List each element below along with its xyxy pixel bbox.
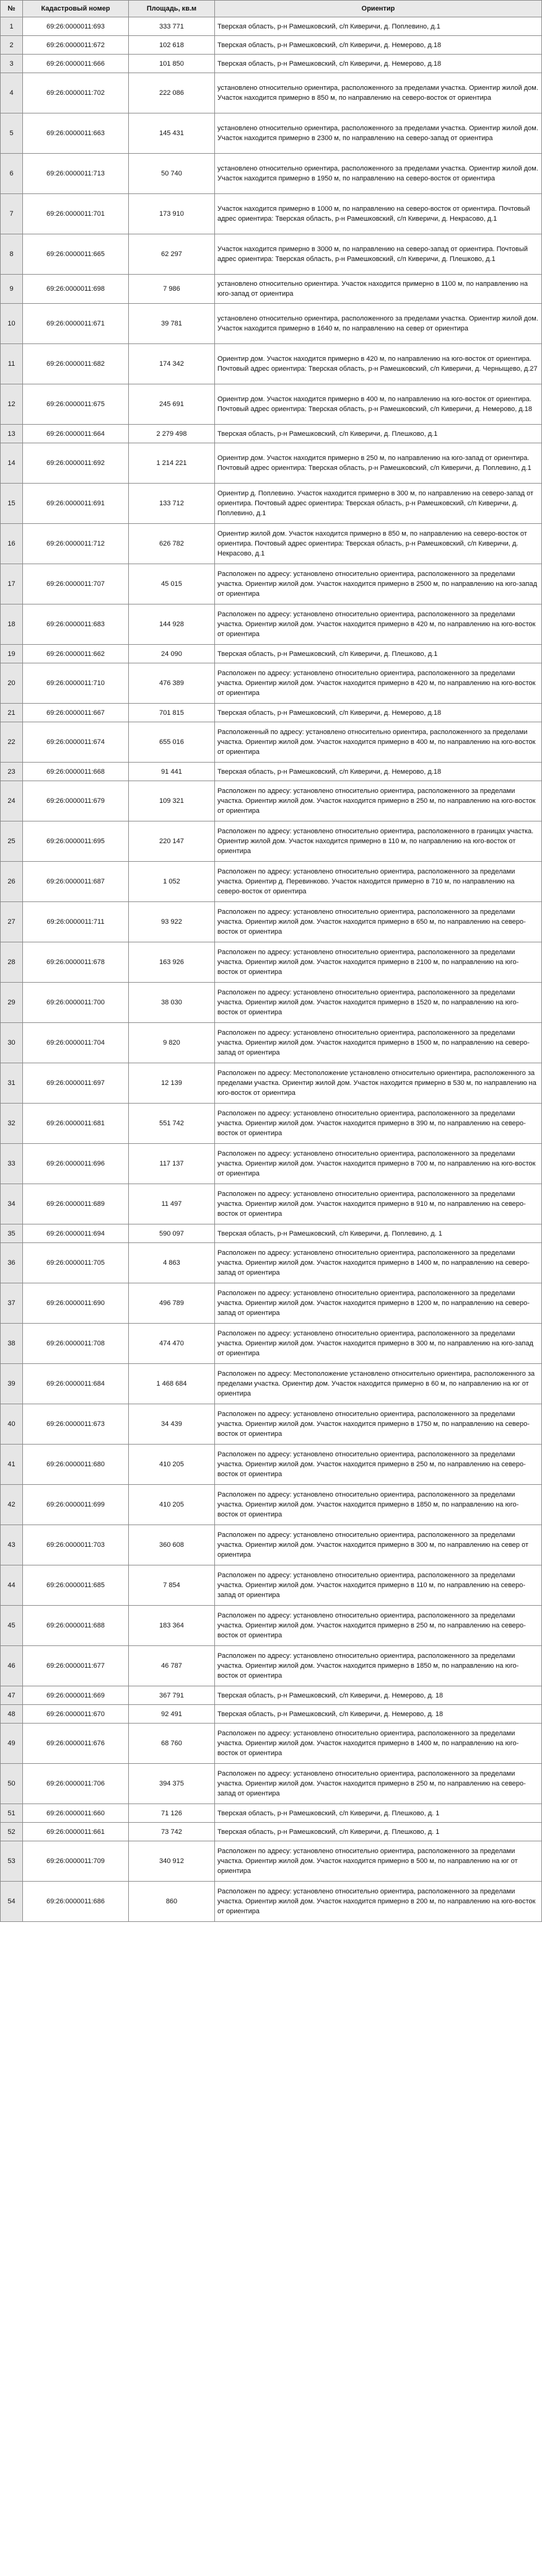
row-number: 25 xyxy=(1,821,23,862)
area-cell: 50 740 xyxy=(129,154,215,194)
row-number: 47 xyxy=(1,1686,23,1705)
landmark-cell: Расположен по адресу: установлено относительно ориентира, расположенного за пределами участка. Ориентир жилой дом. Участок находится примерно в 1400 м, по направлению на северо-запад от ориентира xyxy=(215,1243,542,1283)
area-cell: 39 781 xyxy=(129,304,215,344)
table-row xyxy=(1,113,542,154)
landmark-cell: установлено относительно ориентира. Участок находится примерно в 1100 м, по направлению на юго-запад от ориентира xyxy=(215,275,542,304)
area-cell: 222 086 xyxy=(129,73,215,113)
row-number: 27 xyxy=(1,902,23,942)
landmark-cell: Тверская область, р-н Рамешковский, с/п Киверичи, д. Плешково, д. 1 xyxy=(215,1823,542,1841)
landmark-cell: Участок находится примерно в 1000 м, по направлению на северо-восток от ориентира. Почтовый адрес ориентира: Тверская область, р-н Рамешковский, с/п Киверичи, д. Некрасово, д.1 xyxy=(215,194,542,234)
landmark-cell: Расположен по адресу: установлено относительно ориентира, расположенного за пределами участка. Ориентир жилой дом. Участок находится примерно в 250 м, по направлению на северо-восток от ориентира xyxy=(215,1445,542,1485)
area-cell: 183 364 xyxy=(129,1606,215,1646)
row-number: 14 xyxy=(1,443,23,484)
landmark-cell: Тверская область, р-н Рамешковский, с/п Киверичи, д. Поплевино, д. 1 xyxy=(215,1224,542,1243)
area-cell: 590 097 xyxy=(129,1224,215,1243)
cadastral-number-cell: 69:26:0000011:686 xyxy=(23,1882,129,1922)
cadastral-number-cell: 69:26:0000011:712 xyxy=(23,524,129,564)
cadastral-number-cell: 69:26:0000011:699 xyxy=(23,1485,129,1525)
landmark-cell: Расположен по адресу: установлено относительно ориентира, расположенного за пределами участка. Ориентир жилой дом. Участок находится примерно в 110 м, по направлению на северо-запад от ориентира xyxy=(215,1565,542,1606)
cadastral-number-cell: 69:26:0000011:688 xyxy=(23,1606,129,1646)
cadastral-number-cell: 69:26:0000011:667 xyxy=(23,704,129,722)
area-cell: 476 389 xyxy=(129,663,215,704)
row-number: 52 xyxy=(1,1823,23,1841)
table-row xyxy=(1,154,542,194)
table-row xyxy=(1,17,542,36)
cadastral-number-cell: 69:26:0000011:707 xyxy=(23,564,129,604)
cadastral-number-cell: 69:26:0000011:697 xyxy=(23,1063,129,1104)
cadastral-number-cell: 69:26:0000011:679 xyxy=(23,781,129,821)
landmark-cell: Тверская область, р-н Рамешковский, с/п Киверичи, д. Плешково, д. 1 xyxy=(215,1804,542,1823)
landmark-cell: Ориентир дом. Участок находится примерно в 250 м, по направлению на юго-запад от ориентира. Почтовый адрес ориентира: Тверская область, р-н Рамешковский, с/п Киверичи, д. Поплевино, д.1 xyxy=(215,443,542,484)
cadastral-number-cell: 69:26:0000011:668 xyxy=(23,763,129,781)
table-row xyxy=(1,73,542,113)
area-cell: 1 052 xyxy=(129,862,215,902)
table-row xyxy=(1,1243,542,1283)
table-row xyxy=(1,1144,542,1184)
row-number: 4 xyxy=(1,73,23,113)
area-cell: 93 922 xyxy=(129,902,215,942)
row-number: 31 xyxy=(1,1063,23,1104)
table-row xyxy=(1,604,542,645)
header-number: № xyxy=(1,1,23,17)
cadastral-number-cell: 69:26:0000011:689 xyxy=(23,1184,129,1224)
landmark-cell: Расположен по адресу: установлено относительно ориентира, расположенного за пределами участка. Ориентир жилой дом. Участок находится примерно в 1500 м, по направлению на северо-запад от ориентира xyxy=(215,1023,542,1063)
row-number: 13 xyxy=(1,425,23,443)
cadastral-number-cell: 69:26:0000011:690 xyxy=(23,1283,129,1324)
row-number: 53 xyxy=(1,1841,23,1882)
row-number: 21 xyxy=(1,704,23,722)
landmark-cell: Расположен по адресу: установлено относительно ориентира, расположенного за пределами участка. Ориентир жилой дом. Участок находится примерно в 1520 м, по направлению на юго-восток от ориентира xyxy=(215,983,542,1023)
landmark-cell: Расположен по адресу: установлено относительно ориентира, расположенного за пределами участка. Ориентир д. Перевинково. Участок находится примерно в 710 м, по направлению на северо-восток от ориентира xyxy=(215,862,542,902)
cadastral-number-cell: 69:26:0000011:678 xyxy=(23,942,129,983)
row-number: 34 xyxy=(1,1184,23,1224)
cadastral-number-cell: 69:26:0000011:665 xyxy=(23,234,129,275)
landmark-cell: Расположен по адресу: установлено относительно ориентира, расположенного за пределами участка. Ориентир жилой дом. Участок находится примерно в 2100 м, по направлению на юго-восток от ориентира xyxy=(215,942,542,983)
cadastral-number-cell: 69:26:0000011:663 xyxy=(23,113,129,154)
landmark-cell: Тверская область, р-н Рамешковский, с/п Киверичи, д. Поплевино, д.1 xyxy=(215,17,542,36)
row-number: 7 xyxy=(1,194,23,234)
area-cell: 34 439 xyxy=(129,1404,215,1445)
area-cell: 101 850 xyxy=(129,55,215,73)
cadastral-number-cell: 69:26:0000011:704 xyxy=(23,1023,129,1063)
landmark-cell: Тверская область, р-н Рамешковский, с/п Киверичи, д. Немерово, д. 18 xyxy=(215,1686,542,1705)
landmark-cell: Расположен по адресу: установлено относительно ориентира, расположенного за пределами участка. Ориентир жилой дом. Участок находится примерно в 1400 м, по направлению на юго-восток от ориентира xyxy=(215,1724,542,1764)
table-row xyxy=(1,1063,542,1104)
landmark-cell: установлено относительно ориентира, расположенного за пределами участка. Ориентир жилой дом. Участок находится примерно в 1950 м, по направлению на северо-восток от ориентира xyxy=(215,154,542,194)
row-number: 10 xyxy=(1,304,23,344)
table-header-row xyxy=(1,1,542,17)
row-number: 48 xyxy=(1,1705,23,1724)
area-cell: 91 441 xyxy=(129,763,215,781)
cadastral-number-cell: 69:26:0000011:683 xyxy=(23,604,129,645)
area-cell: 73 742 xyxy=(129,1823,215,1841)
row-number: 30 xyxy=(1,1023,23,1063)
landmark-cell: Тверская область, р-н Рамешковский, с/п Киверичи, д. Плешково, д.1 xyxy=(215,645,542,663)
table-row xyxy=(1,722,542,763)
area-cell: 333 771 xyxy=(129,17,215,36)
cadastral-number-cell: 69:26:0000011:698 xyxy=(23,275,129,304)
row-number: 2 xyxy=(1,36,23,55)
row-number: 32 xyxy=(1,1104,23,1144)
table-row xyxy=(1,1823,542,1841)
landmark-cell: Тверская область, р-н Рамешковский, с/п Киверичи, д. Немерово, д. 18 xyxy=(215,1705,542,1724)
area-cell: 92 491 xyxy=(129,1705,215,1724)
row-number: 16 xyxy=(1,524,23,564)
row-number: 22 xyxy=(1,722,23,763)
landmark-cell: Расположен по адресу: установлено относительно ориентира, расположенного за пределами участка. Ориентир жилой дом. Участок находится примерно в 1850 м, по направлению на юго-восток от ориентира xyxy=(215,1485,542,1525)
cadastral-number-cell: 69:26:0000011:696 xyxy=(23,1144,129,1184)
area-cell: 102 618 xyxy=(129,36,215,55)
cadastral-number-cell: 69:26:0000011:660 xyxy=(23,1804,129,1823)
table-row xyxy=(1,484,542,524)
table-body xyxy=(1,17,542,1922)
area-cell: 24 090 xyxy=(129,645,215,663)
table-row xyxy=(1,1646,542,1686)
row-number: 11 xyxy=(1,344,23,384)
row-number: 18 xyxy=(1,604,23,645)
area-cell: 1 214 221 xyxy=(129,443,215,484)
row-number: 26 xyxy=(1,862,23,902)
table-row xyxy=(1,1804,542,1823)
cadastral-number-cell: 69:26:0000011:711 xyxy=(23,902,129,942)
landmark-cell: Расположен по адресу: установлено относительно ориентира, расположенного за пределами участка. Ориентир жилой дом. Участок находится примерно в 300 м, по направлению на север от ориентира xyxy=(215,1525,542,1565)
row-number: 38 xyxy=(1,1324,23,1364)
area-cell: 45 015 xyxy=(129,564,215,604)
cadastral-number-cell: 69:26:0000011:706 xyxy=(23,1764,129,1804)
row-number: 44 xyxy=(1,1565,23,1606)
area-cell: 701 815 xyxy=(129,704,215,722)
table-row xyxy=(1,304,542,344)
row-number: 17 xyxy=(1,564,23,604)
area-cell: 38 030 xyxy=(129,983,215,1023)
table-row xyxy=(1,1485,542,1525)
area-cell: 173 910 xyxy=(129,194,215,234)
landmark-cell: Расположен по адресу: установлено относительно ориентира, расположенного за пределами участка. Ориентир жилой дом. Участок находится примерно в 700 м, по направлению на юго-восток от ориентира xyxy=(215,1144,542,1184)
area-cell: 551 742 xyxy=(129,1104,215,1144)
row-number: 29 xyxy=(1,983,23,1023)
area-cell: 340 912 xyxy=(129,1841,215,1882)
table-row xyxy=(1,763,542,781)
cadastral-number-cell: 69:26:0000011:691 xyxy=(23,484,129,524)
area-cell: 410 205 xyxy=(129,1485,215,1525)
cadastral-number-cell: 69:26:0000011:672 xyxy=(23,36,129,55)
landmark-cell: Расположен по адресу: установлено относительно ориентира, расположенного за пределами участка. Ориентир жилой дом. Участок находится примерно в 300 м, по направлению на юго-запад от ориентира xyxy=(215,1324,542,1364)
cadastral-number-cell: 69:26:0000011:692 xyxy=(23,443,129,484)
table-row xyxy=(1,194,542,234)
cadastral-number-cell: 69:26:0000011:673 xyxy=(23,1404,129,1445)
cadastral-number-cell: 69:26:0000011:695 xyxy=(23,821,129,862)
area-cell: 860 xyxy=(129,1882,215,1922)
table-row xyxy=(1,862,542,902)
landmark-cell: Расположен по адресу: Местоположение установлено относительно ориентира, расположенного за пределами участка. Ориентир дом. Участок находится примерно в 60 м, по направлению на юг от ориентира xyxy=(215,1364,542,1404)
cadastral-number-cell: 69:26:0000011:709 xyxy=(23,1841,129,1882)
row-number: 6 xyxy=(1,154,23,194)
area-cell: 163 926 xyxy=(129,942,215,983)
area-cell: 626 782 xyxy=(129,524,215,564)
cadastral-number-cell: 69:26:0000011:677 xyxy=(23,1646,129,1686)
row-number: 5 xyxy=(1,113,23,154)
table-row xyxy=(1,663,542,704)
cadastral-number-cell: 69:26:0000011:694 xyxy=(23,1224,129,1243)
cadastral-number-cell: 69:26:0000011:682 xyxy=(23,344,129,384)
area-cell: 174 342 xyxy=(129,344,215,384)
cadastral-number-cell: 69:26:0000011:710 xyxy=(23,663,129,704)
row-number: 49 xyxy=(1,1724,23,1764)
header-area: Площадь, кв.м xyxy=(129,1,215,17)
table-row xyxy=(1,781,542,821)
landmark-cell: Расположенный по адресу: установлено относительно ориентира, расположенного за пределами участка. Ориентир жилой дом. Участок находится примерно в 400 м, по направлению на юго-восток от ориентира xyxy=(215,722,542,763)
landmark-cell: Расположен по адресу: установлено относительно ориентира, расположенного за пределами участка. Ориентир жилой дом. Участок находится примерно в 910 м, по направлению на северо-восток от ориентира xyxy=(215,1184,542,1224)
row-number: 19 xyxy=(1,645,23,663)
table-row xyxy=(1,942,542,983)
row-number: 40 xyxy=(1,1404,23,1445)
area-cell: 11 497 xyxy=(129,1184,215,1224)
area-cell: 133 712 xyxy=(129,484,215,524)
table-row xyxy=(1,645,542,663)
header-landmark: Ориентир xyxy=(215,1,542,17)
cadastral-number-cell: 69:26:0000011:693 xyxy=(23,17,129,36)
table-row xyxy=(1,1445,542,1485)
row-number: 50 xyxy=(1,1764,23,1804)
area-cell: 245 691 xyxy=(129,384,215,425)
cadastral-number-cell: 69:26:0000011:705 xyxy=(23,1243,129,1283)
row-number: 24 xyxy=(1,781,23,821)
landmark-cell: Расположен по адресу: установлено относительно ориентира, расположенного за пределами участка. Ориентир жилой дом. Участок находится примерно в 650 м, по направлению на северо-восток от ориентира xyxy=(215,902,542,942)
cadastral-number-cell: 69:26:0000011:662 xyxy=(23,645,129,663)
row-number: 9 xyxy=(1,275,23,304)
table-row xyxy=(1,1324,542,1364)
cadastral-number-cell: 69:26:0000011:685 xyxy=(23,1565,129,1606)
landmark-cell: Тверская область, р-н Рамешковский, с/п Киверичи, д. Немерово, д.18 xyxy=(215,704,542,722)
row-number: 42 xyxy=(1,1485,23,1525)
row-number: 46 xyxy=(1,1646,23,1686)
landmark-cell: Тверская область, р-н Рамешковский, с/п Киверичи, д. Плешково, д.1 xyxy=(215,425,542,443)
area-cell: 2 279 498 xyxy=(129,425,215,443)
cadastral-number-cell: 69:26:0000011:708 xyxy=(23,1324,129,1364)
cadastral-number-cell: 69:26:0000011:676 xyxy=(23,1724,129,1764)
table-row xyxy=(1,425,542,443)
cadastral-number-cell: 69:26:0000011:666 xyxy=(23,55,129,73)
landmark-cell: Расположен по адресу: установлено относительно ориентира, расположенного за пределами участка. Ориентир жилой дом. Участок находится примерно в 420 м, по направлению на юго-восток от ориентира xyxy=(215,604,542,645)
table-row xyxy=(1,1606,542,1646)
landmark-cell: Расположен по адресу: Местоположение установлено относительно ориентира, расположенного за пределами участка. Ориентир жилой дом. Участок находится примерно в 530 м, по направлению на юго-восток от ориентира xyxy=(215,1063,542,1104)
table-row xyxy=(1,344,542,384)
cadastral-number-cell: 69:26:0000011:670 xyxy=(23,1705,129,1724)
row-number: 36 xyxy=(1,1243,23,1283)
area-cell: 68 760 xyxy=(129,1724,215,1764)
table-row xyxy=(1,1404,542,1445)
landmark-cell: Расположен по адресу: установлено относительно ориентира, расположенного в границах участка. Ориентир жилой дом. Участок находится примерно в 110 м, по направлению на юго-восток от ориентира xyxy=(215,821,542,862)
area-cell: 7 986 xyxy=(129,275,215,304)
row-number: 45 xyxy=(1,1606,23,1646)
cadastral-number-cell: 69:26:0000011:687 xyxy=(23,862,129,902)
area-cell: 117 137 xyxy=(129,1144,215,1184)
landmark-cell: Расположен по адресу: установлено относительно ориентира, расположенного за пределами участка. Ориентир жилой дом. Участок находится примерно в 250 м, по направлению на юго-восток от ориентира xyxy=(215,781,542,821)
area-cell: 220 147 xyxy=(129,821,215,862)
row-number: 23 xyxy=(1,763,23,781)
row-number: 8 xyxy=(1,234,23,275)
table-row xyxy=(1,1364,542,1404)
cadastral-number-cell: 69:26:0000011:681 xyxy=(23,1104,129,1144)
landmark-cell: Ориентир дом. Участок находится примерно в 420 м, по направлению на юго-восток от ориентира. Почтовый адрес ориентира: Тверская область, р-н Рамешковский, с/п Киверичи, д. Черныщево, д.27 xyxy=(215,344,542,384)
area-cell: 12 139 xyxy=(129,1063,215,1104)
cadastral-number-cell: 69:26:0000011:680 xyxy=(23,1445,129,1485)
table-row xyxy=(1,983,542,1023)
cadastral-number-cell: 69:26:0000011:713 xyxy=(23,154,129,194)
table-row xyxy=(1,1565,542,1606)
landmark-cell: Расположен по адресу: установлено относительно ориентира, расположенного за пределами участка. Ориентир жилой дом. Участок находится примерно в 250 м, по направлению на северо-восток от ориентира xyxy=(215,1606,542,1646)
area-cell: 410 205 xyxy=(129,1445,215,1485)
row-number: 12 xyxy=(1,384,23,425)
table-row xyxy=(1,1283,542,1324)
row-number: 3 xyxy=(1,55,23,73)
cadastral-number-cell: 69:26:0000011:661 xyxy=(23,1823,129,1841)
row-number: 37 xyxy=(1,1283,23,1324)
row-number: 51 xyxy=(1,1804,23,1823)
table-row xyxy=(1,564,542,604)
row-number: 43 xyxy=(1,1525,23,1565)
area-cell: 145 431 xyxy=(129,113,215,154)
landmark-cell: установлено относительно ориентира, расположенного за пределами участка. Ориентир жилой дом. Участок находится примерно в 2300 м, по направлению на северо-запад от ориентира xyxy=(215,113,542,154)
landmark-cell: Расположен по адресу: установлено относительно ориентира, расположенного за пределами участка. Ориентир жилой дом. Участок находится примерно в 500 м, по направлению на юг от ориентира xyxy=(215,1841,542,1882)
area-cell: 46 787 xyxy=(129,1646,215,1686)
table-row xyxy=(1,1224,542,1243)
table-row xyxy=(1,1184,542,1224)
landmark-cell: Тверская область, р-н Рамешковский, с/п Киверичи, д. Немерово, д.18 xyxy=(215,55,542,73)
landmark-cell: Расположен по адресу: установлено относительно ориентира, расположенного за пределами участка. Ориентир жилой дом. Участок находится примерно в 1200 м, по направлению на северо-запад от ориентира xyxy=(215,1283,542,1324)
area-cell: 4 863 xyxy=(129,1243,215,1283)
cadastral-number-cell: 69:26:0000011:669 xyxy=(23,1686,129,1705)
table-row xyxy=(1,1724,542,1764)
cadastral-number-cell: 69:26:0000011:702 xyxy=(23,73,129,113)
row-number: 20 xyxy=(1,663,23,704)
row-number: 28 xyxy=(1,942,23,983)
table-row xyxy=(1,1841,542,1882)
area-cell: 144 928 xyxy=(129,604,215,645)
area-cell: 655 016 xyxy=(129,722,215,763)
table-row xyxy=(1,1104,542,1144)
area-cell: 360 608 xyxy=(129,1525,215,1565)
cadastral-number-cell: 69:26:0000011:675 xyxy=(23,384,129,425)
table-row xyxy=(1,1686,542,1705)
area-cell: 394 375 xyxy=(129,1764,215,1804)
area-cell: 367 791 xyxy=(129,1686,215,1705)
area-cell: 1 468 684 xyxy=(129,1364,215,1404)
table-row xyxy=(1,1525,542,1565)
row-number: 41 xyxy=(1,1445,23,1485)
area-cell: 9 820 xyxy=(129,1023,215,1063)
table-row xyxy=(1,1023,542,1063)
row-number: 15 xyxy=(1,484,23,524)
area-cell: 474 470 xyxy=(129,1324,215,1364)
landmark-cell: Расположен по адресу: установлено относительно ориентира, расположенного за пределами участка. Ориентир жилой дом. Участок находится примерно в 200 м, по направлению на юго-восток от ориентира xyxy=(215,1882,542,1922)
area-cell: 496 789 xyxy=(129,1283,215,1324)
row-number: 1 xyxy=(1,17,23,36)
cadastral-number-cell: 69:26:0000011:700 xyxy=(23,983,129,1023)
landmark-cell: Тверская область, р-н Рамешковский, с/п Киверичи, д. Немерово, д.18 xyxy=(215,36,542,55)
area-cell: 109 321 xyxy=(129,781,215,821)
cadastral-number-cell: 69:26:0000011:671 xyxy=(23,304,129,344)
area-cell: 62 297 xyxy=(129,234,215,275)
table-row xyxy=(1,524,542,564)
table-row xyxy=(1,1705,542,1724)
landmark-cell: Расположен по адресу: установлено относительно ориентира, расположенного за пределами участка. Ориентир жилой дом. Участок находится примерно в 1850 м, по направлению на юго-восток от ориентира xyxy=(215,1646,542,1686)
header-cadastral-number: Кадастровый номер xyxy=(23,1,129,17)
landmark-cell: Расположен по адресу: установлено относительно ориентира, расположенного за пределами участка. Ориентир жилой дом. Участок находится примерно в 420 м, по направлению на юго-восток от ориентира xyxy=(215,663,542,704)
cadastral-number-cell: 69:26:0000011:664 xyxy=(23,425,129,443)
table-row xyxy=(1,275,542,304)
row-number: 39 xyxy=(1,1364,23,1404)
table-row xyxy=(1,36,542,55)
landmark-cell: Ориентир жилой дом. Участок находится примерно в 850 м, по направлению на северо-восток от ориентира. Почтовый адрес ориентира: Тверская область, р-н Рамешковский, с/п Киверичи, д. Некрасово, д.1 xyxy=(215,524,542,564)
table-row xyxy=(1,704,542,722)
area-cell: 71 126 xyxy=(129,1804,215,1823)
landmark-cell: Расположен по адресу: установлено относительно ориентира, расположенного за пределами участка. Ориентир жилой дом. Участок находится примерно в 390 м, по направлению на северо-восток от ориентира xyxy=(215,1104,542,1144)
table-row xyxy=(1,234,542,275)
landmark-cell: Участок находится примерно в 3000 м, по направлению на северо-запад от ориентира. Почтовый адрес ориентира: Тверская область, р-н Рамешковский, с/п Киверичи, д. Плешково, д.1 xyxy=(215,234,542,275)
table-row xyxy=(1,384,542,425)
landmark-cell: Ориентир дом. Участок находится примерно в 400 м, по направлению на юго-восток от ориентира. Почтовый адрес ориентира: Тверская область, р-н Рамешковский, с/п Киверичи, д. Немерово, д.18 xyxy=(215,384,542,425)
cadastral-number-cell: 69:26:0000011:701 xyxy=(23,194,129,234)
cadastral-number-cell: 69:26:0000011:684 xyxy=(23,1364,129,1404)
landmark-cell: Расположен по адресу: установлено относительно ориентира, расположенного за пределами участка. Ориентир жилой дом. Участок находится примерно в 2500 м, по направлению на юго-запад от ориентира xyxy=(215,564,542,604)
row-number: 35 xyxy=(1,1224,23,1243)
table-row xyxy=(1,443,542,484)
table-row xyxy=(1,55,542,73)
landmark-cell: Тверская область, р-н Рамешковский, с/п Киверичи, д. Немерово, д.18 xyxy=(215,763,542,781)
cadastral-number-cell: 69:26:0000011:703 xyxy=(23,1525,129,1565)
table-row xyxy=(1,1764,542,1804)
landmark-cell: установлено относительно ориентира, расположенного за пределами участка. Ориентир жилой дом. Участок находится примерно в 850 м, по направлению на северо-восток от ориентира xyxy=(215,73,542,113)
table-row xyxy=(1,902,542,942)
landmark-cell: Ориентир д. Поплевино. Участок находится примерно в 300 м, по направлению на северо-запад от ориентира. Почтовый адрес ориентира: Тверская область, р-н Рамешковский, с/п Киверичи, д. Поплевино, д.1 xyxy=(215,484,542,524)
landmark-cell: Расположен по адресу: установлено относительно ориентира, расположенного за пределами участка. Ориентир жилой дом. Участок находится примерно в 1750 м, по направлению на северо-восток от ориентира xyxy=(215,1404,542,1445)
landmark-cell: Расположен по адресу: установлено относительно ориентира, расположенного за пределами участка. Ориентир жилой дом. Участок находится примерно в 250 м, по направлению на северо-запад от ориентира xyxy=(215,1764,542,1804)
area-cell: 7 854 xyxy=(129,1565,215,1606)
row-number: 54 xyxy=(1,1882,23,1922)
table-row xyxy=(1,821,542,862)
landmark-cell: установлено относительно ориентира, расположенного за пределами участка. Ориентир жилой дом. Участок находится примерно в 1640 м, по направлению на север от ориентира xyxy=(215,304,542,344)
cadastral-number-cell: 69:26:0000011:674 xyxy=(23,722,129,763)
table-row xyxy=(1,1882,542,1922)
row-number: 33 xyxy=(1,1144,23,1184)
